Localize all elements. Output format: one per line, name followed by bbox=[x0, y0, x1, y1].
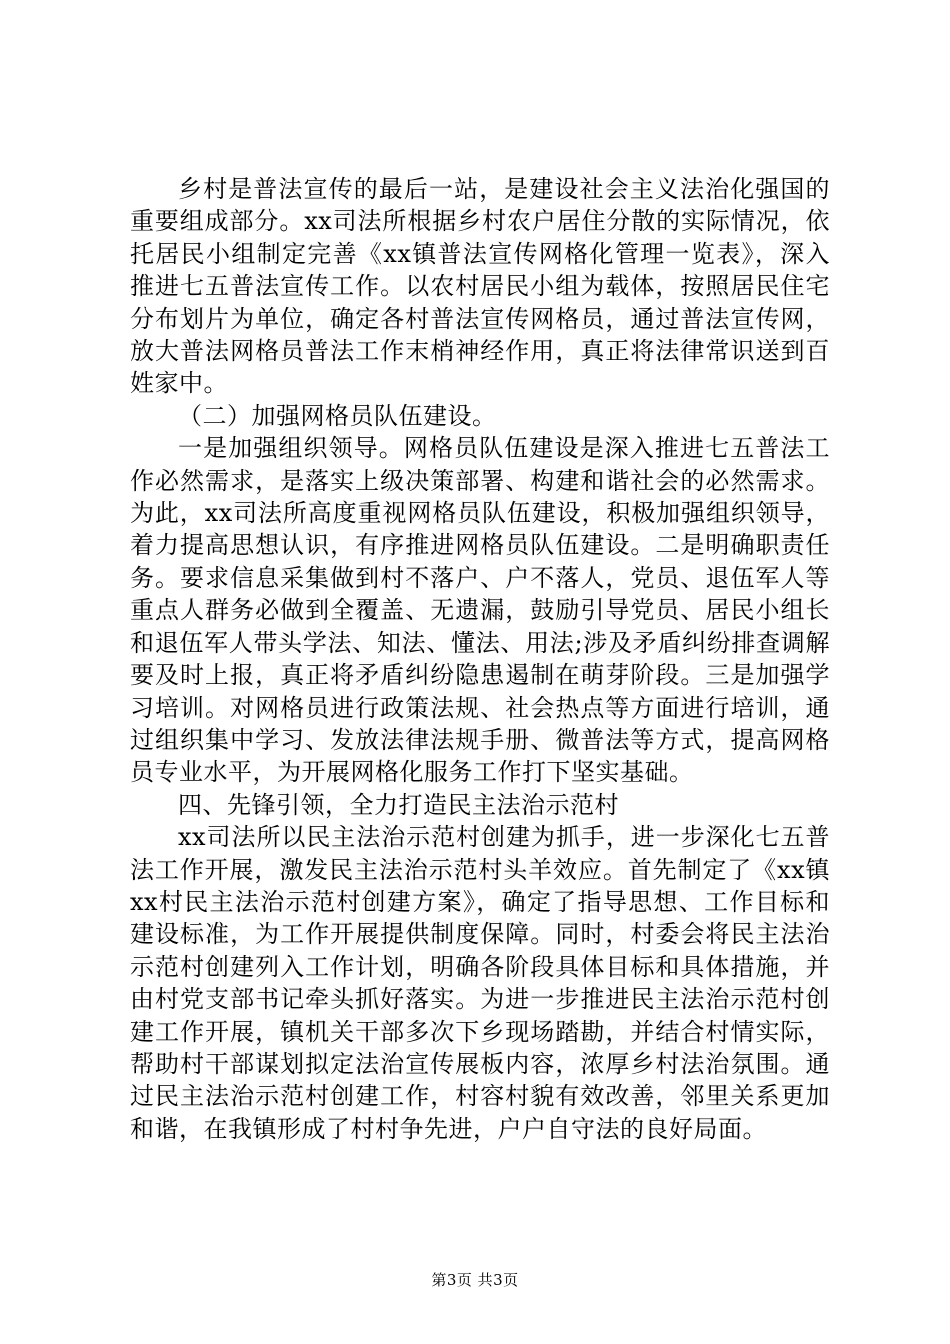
section-heading-four: 四、先锋引领，全力打造民主法治示范村 bbox=[178, 790, 619, 819]
paragraph-demo-village: xx司法所以民主法治示范村创建为抓手，进一步深化七五普法工作开展，激发民主法治示范村头羊效应。首先制定了《xx镇xx村民主法治示范村创建方案》，确定了指导思想、工作目标和建设标准，为工作开展提供制度保障。同时，村委会将民主法治示范村创建列入工作计划，明确各阶段具体目标和具体措施，并由村党支部书记牵头抓好落实。为进一步推进民主法治示范村创建工作开展，镇机关干部多次下乡现场踏勘，并结合村情实际，帮助村干部谋划拟定法治宣传展板内容，浓厚乡村法治氛围。通过民主法治示范村创建工作，村容村貌有效改善，邻里关系更加和谐，在我镇形成了村村争先进，户户自守法的良好局面。 bbox=[130, 823, 830, 1143]
document-body bbox=[130, 173, 830, 1145]
paragraph-grid-team: 一是加强组织领导。网格员队伍建设是深入推进七五普法工作必然需求，是落实上级决策部署、构建和谐社会的必然需求。为此，xx司法所高度重视网格员队伍建设，积极加强组织领导，着力提高思想认识，有序推进网格员队伍建设。二是明确职责任务。要求信息采集做到村不落户、户不落人，党员、退伍军人等重点人群务必做到全覆盖、无遗漏，鼓励引导党员、居民小组长和退伍军人带头学法、知法、懂法、用法;涉及矛盾纠纷排查调解要及时上报，真正将矛盾纠纷隐患遏制在萌芽阶段。三是加强学习培训。对网格员进行政策法规、社会热点等方面进行培训，通过组织集中学习、发放法律法规手册、微普法等方式，提高网格员专业水平，为开展网格化服务工作打下坚实基础。 bbox=[130, 434, 830, 787]
subheading-grid-team: （二）加强网格员队伍建设。 bbox=[178, 401, 497, 430]
page-footer: 第3页 共3页 bbox=[431, 1271, 519, 1289]
paragraph-rural-publicity: 乡村是普法宣传的最后一站，是建设社会主义法治化强国的重要组成部分。xx司法所根据乡村农户居住分散的实际情况，依托居民小组制定完善《xx镇普法宣传网格化管理一览表》，深入推进七五普法宣传工作。以农村居民小组为载体，按照居民住宅分布划片为单位，确定各村普法宣传网格员，通过普法宣传网，放大普法网格员普法工作末梢神经作用，真正将法律常识送到百姓家中。 bbox=[130, 175, 830, 398]
